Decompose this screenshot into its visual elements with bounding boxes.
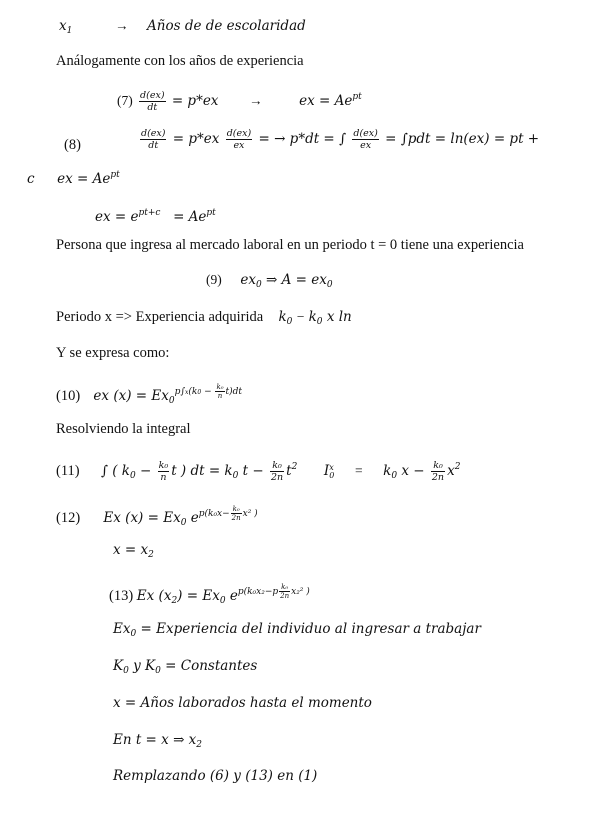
- fraction: $\frac{d(ex)}{dt}$: [140, 90, 165, 113]
- power: 2: [291, 462, 298, 472]
- paragraph-persona: Persona que ingresa al mercado laboral en un periodo t = 0 tiene una experiencia: [56, 237, 524, 253]
- text: En t = x ⇒ x: [113, 732, 197, 748]
- equals: =: [354, 463, 363, 478]
- constant-c: c: [27, 171, 35, 187]
- equation-label: (10): [56, 388, 81, 404]
- rhs2: ex = Ae: [299, 93, 353, 109]
- equation-x-x2: [113, 541, 154, 564]
- equation-label: (7): [117, 93, 133, 108]
- periodo-text: Periodo x => Experiencia adquirida: [56, 309, 264, 325]
- sub: 0: [255, 280, 262, 290]
- open: ( k: [112, 463, 130, 479]
- minus: −: [296, 309, 305, 324]
- exponent: p(k₀x− k₀ 2n x² ): [198, 505, 258, 522]
- equation-label: (11): [56, 463, 80, 479]
- sub-2: 0: [316, 317, 323, 327]
- exponent-2: pt: [206, 208, 216, 218]
- equation-9: [206, 271, 333, 294]
- sub-1: 0: [232, 471, 239, 481]
- mid: ⇒ A = ex: [265, 272, 327, 288]
- lclose: ) = Ex: [177, 588, 220, 604]
- definition-constants: [113, 657, 257, 680]
- definition-remplazando: Remplazando (6) y (13) en (1): [113, 768, 318, 784]
- sub: 0: [286, 317, 293, 327]
- rest: x ln: [326, 309, 352, 325]
- power-3: 2: [454, 462, 461, 472]
- equation-8-label: (8): [64, 137, 81, 153]
- e: e: [225, 588, 238, 604]
- y: y K: [128, 658, 156, 674]
- equation-7: [117, 88, 362, 113]
- fraction-1: $\frac{d(ex)}{dt}$: [141, 128, 166, 151]
- part-1: = p*ex: [172, 131, 220, 147]
- sub: 0: [130, 629, 137, 639]
- lhs: ex (x) = Ex: [93, 388, 169, 404]
- fraction-3: $\frac{\text{k₀}}{2n}$: [431, 460, 445, 483]
- equation-label: (12): [56, 510, 81, 526]
- arrow-icon: →: [249, 93, 263, 108]
- exponent-1: pt+c: [138, 208, 161, 218]
- equation-8: [138, 128, 539, 151]
- equation-12: [56, 505, 258, 532]
- I: I: [323, 463, 330, 479]
- part-3: = ∫pdt = ln(ex) = pt +: [385, 131, 540, 147]
- sub: 0: [129, 471, 136, 481]
- sub: 2: [148, 550, 154, 560]
- text: = Experiencia del individuo al ingresar a trabajar: [136, 621, 481, 637]
- exponent: pt: [110, 170, 120, 180]
- integral-sign: ∫: [100, 463, 108, 479]
- sub-1: 0: [123, 666, 129, 676]
- x2: x: [447, 463, 455, 479]
- sub-3: 0: [391, 471, 398, 481]
- sub: 2: [196, 740, 203, 750]
- fraction-2: $\frac{\text{k₀}}{2n}$: [270, 460, 284, 483]
- term-a: ex: [240, 272, 256, 288]
- k3: k: [383, 463, 392, 479]
- lhs: Ex (x: [136, 588, 172, 604]
- sub-2: 0: [155, 666, 161, 676]
- fraction: $\frac{\text{k₀}}{n}$: [158, 460, 169, 483]
- k2: k: [308, 309, 317, 325]
- sub: 0: [180, 518, 187, 528]
- var-x-sub: 1: [66, 26, 73, 36]
- exponent: p∫x(k0 − k₀ n t)dt: [174, 383, 243, 400]
- equation-10: [56, 383, 242, 410]
- rhs: ex = Ae: [57, 171, 111, 187]
- rhs: = p*ex: [171, 93, 219, 109]
- text: = Constantes: [160, 658, 258, 674]
- a: Ex: [113, 621, 131, 637]
- definition-text: Años de de escolaridad: [147, 18, 306, 34]
- definition-x: x = Años laborados hasta el momento: [113, 695, 372, 711]
- fraction-2: $\frac{d(ex)}{ex}$: [226, 128, 252, 151]
- fraction-3: $\frac{d(ex)}{ex}$: [353, 128, 378, 151]
- var-x: x: [59, 18, 67, 34]
- x: x −: [397, 463, 429, 479]
- text: x = x: [113, 542, 149, 558]
- t: t ) dt = k: [171, 463, 233, 479]
- equation-11: [56, 458, 460, 485]
- lhs: ex = e: [95, 209, 139, 225]
- sub: 0: [168, 396, 175, 406]
- k1: k: [278, 309, 287, 325]
- definition-en-t: [113, 731, 202, 754]
- paragraph-resolviendo: Resolviendo la integral: [56, 421, 191, 437]
- minus: −: [135, 463, 156, 479]
- lhs: Ex (x) = Ex: [103, 510, 181, 526]
- paragraph-expresa: Y se expresa como:: [56, 345, 170, 361]
- I-sup: x: [329, 462, 334, 472]
- a: K: [113, 658, 124, 674]
- sub-b: 0: [326, 280, 333, 290]
- t2: t −: [238, 463, 268, 479]
- equation-8-cont: [27, 166, 120, 188]
- equation-label: (13): [109, 588, 134, 604]
- e: e: [186, 510, 199, 526]
- definition-ex0: [113, 620, 481, 643]
- I-sub: 0: [329, 470, 335, 480]
- paragraph-periodo: [56, 308, 352, 331]
- mid: = Ae: [173, 209, 207, 225]
- lsub: 2: [171, 596, 178, 606]
- equation-13: [109, 583, 310, 610]
- definition-x1: [59, 17, 306, 40]
- equation-label: (9): [206, 272, 222, 287]
- paragraph-analogamente: Análogamente con los años de experiencia: [56, 53, 304, 69]
- t3: t: [286, 463, 292, 479]
- sub: 0: [219, 596, 226, 606]
- arrow-icon: →: [114, 18, 129, 33]
- part-2: = → p*dt = ∫: [258, 131, 347, 147]
- exponent: pt: [352, 92, 362, 102]
- exponent: p(k₀x₂−p k₀ 2n x₂² ): [237, 583, 310, 600]
- equation-8-cont2: [95, 204, 216, 226]
